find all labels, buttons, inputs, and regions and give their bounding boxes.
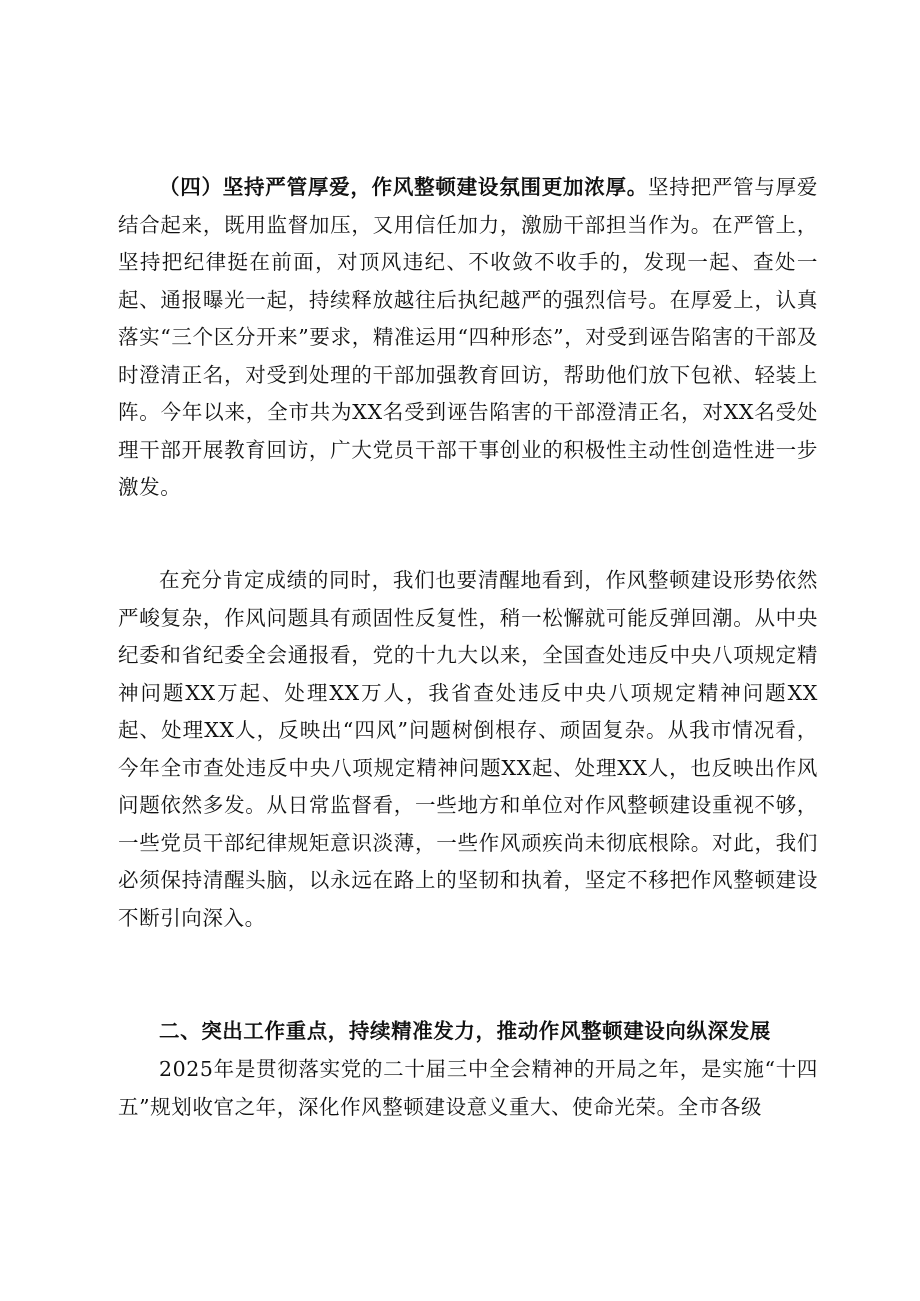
paragraph: 在充分肯定成绩的同时，我们也要清醒地看到，作风整顿建设形势依然严峻复杂，作风问题具有顽固性反复性，稍一松懈就可能反弹回潮。从中央纪委和省纪委全会通报看，党的十九大以来，全国查处违反中央八项规定精神问题XX万起、处理XX万人，我省查处违反中央八项规定精神问题XX起、处理XX人，反映出“四风”问题树倒根存、顽固复杂。从我市情况看，今年全市查处违反中央八项规定精神问题XX起、处理XX人，也反映出作风问题依然多发。从日常监督看，一些地方和单位对作风整顿建设重视不够，一些党员干部纪律规矩意识淡薄，一些作风顽疾尚未彻底根除。对此，我们必须保持清醒头脑，以永远在路上的坚韧和执着，坚定不移把作风整顿建设不断引向深入。	[118, 568, 818, 930]
section-two-heading: 二、突出工作重点，持续精准发力，推动作风整顿建设向纵深发展	[159, 1019, 771, 1043]
section-four-lead: （四）坚持严管厚爱，作风整顿建设氛围更加浓厚。	[159, 175, 649, 199]
paragraph	[118, 169, 818, 507]
situation-paragraph	[118, 562, 818, 937]
paragraph: 2025年是贯彻落实党的二十届三中全会精神的开局之年，是实施“十四五”规划收官之年，深化作风整顿建设意义重大、使命光荣。全市各级	[118, 1057, 818, 1119]
section-four-paragraph	[118, 169, 818, 507]
section-four-body: 坚持把严管与厚爱结合起来，既用监督加压，又用信任加力，激励干部担当作为。在严管上，坚持把纪律挺在前面，对顶风违纪、不收敛不收手的，发现一起、查处一起、通报曝光一起，持续释放越往后执纪越严的强烈信号。在厚爱上，认真落实“三个区分开来”要求，精准运用“四种形态”，对受到诬告陷害的干部及时澄清正名，对受到处理的干部加强教育回访，帮助他们放下包袱、轻装上阵。今年以来，全市共为XX名受到诬告陷害的干部澄清正名，对XX名受处理干部开展教育回访，广大党员干部干事创业的积极性主动性创造性进一步激发。	[118, 175, 818, 499]
year-2025-paragraph	[118, 1051, 818, 1126]
